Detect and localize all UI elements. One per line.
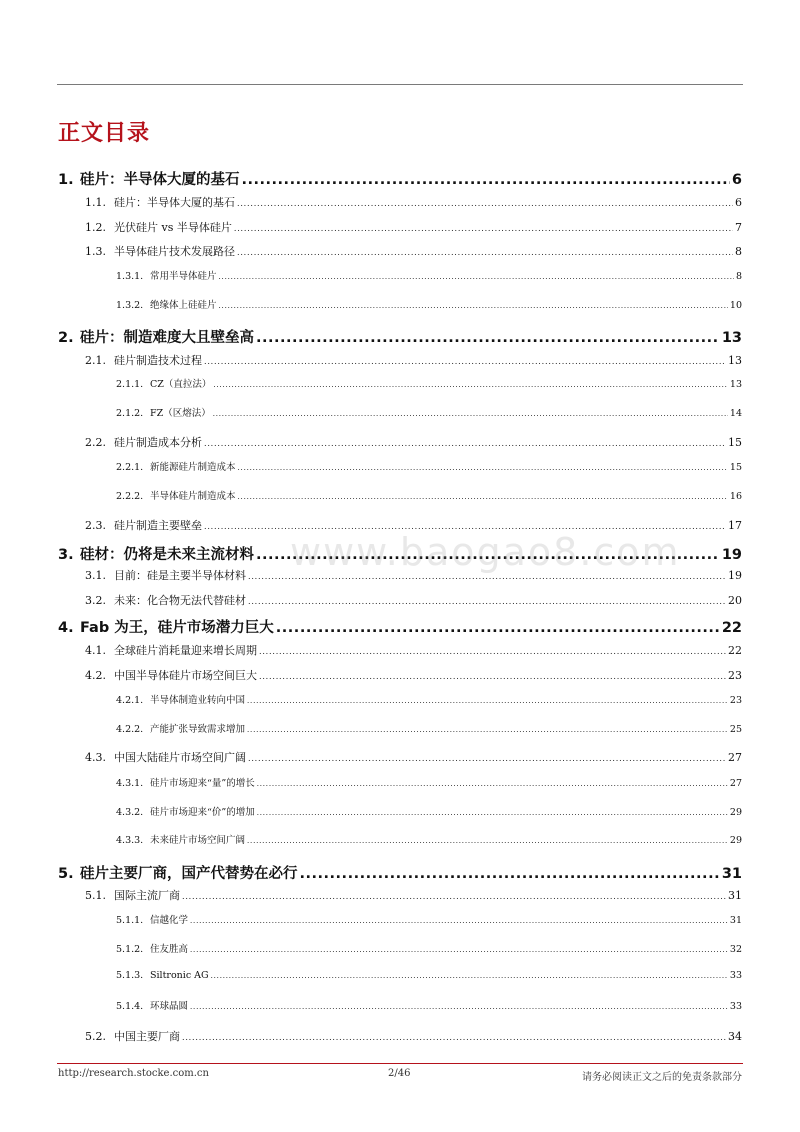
toc-entry-number: 5.1.1. — [116, 915, 144, 926]
toc-entry-page: 16 — [729, 491, 742, 502]
toc-entry-page: 13 — [729, 379, 742, 390]
toc-entry-page: 29 — [729, 835, 742, 846]
toc-entry-title: 全球硅片消耗量迎来增长周期 — [114, 644, 257, 657]
toc-entry-leader — [219, 273, 734, 281]
toc-entry-leader — [257, 809, 728, 817]
toc-entry-page: 32 — [729, 944, 742, 955]
toc-entry-level2[interactable] — [58, 194, 742, 210]
toc-entry-page: 27 — [729, 778, 742, 789]
toc-entry-page: 22 — [728, 644, 742, 657]
toc-entry-number: 5.1.4. — [116, 1001, 144, 1012]
toc-entry-page: 6 — [735, 196, 742, 209]
toc-entry-leader — [247, 837, 728, 845]
toc-entry-number: 3. — [58, 547, 74, 563]
toc-entry-leader — [204, 522, 726, 531]
toc-entry-page: 31 — [728, 889, 742, 902]
toc-entry-title: 目前：硅是主要半导体材料 — [114, 569, 246, 582]
toc-entry-level3[interactable] — [58, 998, 742, 1012]
toc-entry-page: 17 — [728, 519, 742, 532]
footer-url[interactable]: http://research.stocke.com.cn — [58, 1068, 209, 1079]
toc-entry-leader — [211, 972, 728, 980]
toc-entry-leader — [190, 917, 728, 925]
toc-entry-level3[interactable] — [58, 804, 742, 818]
toc-entry-page: 33 — [729, 970, 742, 981]
toc-entry-title: 产能扩张导致需求增加 — [150, 724, 246, 735]
toc-entry-title: 未来硅片市场空间广阔 — [150, 835, 246, 846]
toc-entry-leader — [248, 597, 726, 606]
toc-entry-leader — [190, 946, 728, 954]
toc-entry-page: 19 — [721, 547, 742, 563]
toc-entry-number: 1.1. — [85, 196, 106, 209]
toc-entry-page: 23 — [729, 695, 742, 706]
toc-entry-level2[interactable] — [58, 219, 742, 235]
toc-entry-page: 23 — [728, 669, 742, 682]
toc-entry-page: 8 — [735, 271, 742, 282]
toc-entry-title: FZ（区熔法） — [150, 408, 211, 419]
toc-entry-leader — [248, 572, 726, 581]
toc-entry-level3[interactable] — [58, 405, 742, 419]
toc-entry-page: 34 — [728, 1030, 742, 1043]
toc-entry-page: 7 — [735, 221, 742, 234]
footer-page-number: 2/46 — [388, 1068, 411, 1079]
toc-entry-title: 硅片制造技术过程 — [114, 354, 202, 367]
toc-entry-level3[interactable] — [58, 832, 742, 846]
toc-entry-level3[interactable] — [58, 376, 742, 390]
toc-entry-title: 硅材：仍将是未来主流材料 — [80, 547, 254, 563]
toc-entry-number: 4.3. — [85, 751, 106, 764]
toc-entry-number: 1.2. — [85, 221, 106, 234]
toc-entry-leader — [242, 172, 730, 188]
toc-entry-title: 硅片：制造难度大且壁垒高 — [80, 330, 254, 346]
toc-entry-title: 硅片：半导体大厦的基石 — [114, 196, 235, 209]
toc-entry-number: 5.1.2. — [116, 944, 144, 955]
toc-entry-title: 未来：化合物无法代替硅材 — [114, 594, 246, 607]
toc-entry-page: 27 — [728, 751, 742, 764]
toc-entry-number: 1.3.2. — [116, 300, 144, 311]
toc-entry-number: 4.3.1. — [116, 778, 144, 789]
toc-entry-level1[interactable] — [58, 862, 742, 883]
toc-entry-number: 2.1.2. — [116, 408, 144, 419]
toc-entry-level1[interactable] — [58, 326, 742, 347]
toc-entry-leader — [248, 754, 726, 763]
toc-entry-number: 2.2. — [85, 436, 106, 449]
toc-entry-level2[interactable] — [58, 592, 742, 608]
toc-entry-leader — [204, 357, 726, 366]
toc-entry-title: 国际主流厂商 — [114, 889, 180, 902]
toc-entry-level2[interactable] — [58, 434, 742, 450]
toc-entry-title: 信越化学 — [150, 915, 189, 926]
footer-rule — [57, 1063, 743, 1064]
toc-entry-leader — [237, 199, 733, 208]
toc-entry-number: 4.3.3. — [116, 835, 144, 846]
toc-entry-title: 硅片：半导体大厦的基石 — [80, 172, 240, 188]
toc-entry-title: 硅片制造主要壁垒 — [114, 519, 202, 532]
toc-entry-leader — [182, 1033, 726, 1042]
toc-title: 正文目录 — [58, 121, 151, 146]
toc-entry-title: 中国半导体硅片市场空间巨大 — [114, 669, 257, 682]
toc-entry-leader — [204, 439, 726, 448]
toc-entry-leader — [247, 726, 728, 734]
toc-entry-number: 5.2. — [85, 1030, 106, 1043]
toc-entry-title: 半导体硅片技术发展路径 — [114, 245, 235, 258]
toc-entry-leader — [182, 892, 726, 901]
toc-entry-level2[interactable] — [58, 642, 742, 658]
toc-entry-leader — [256, 330, 720, 346]
watermark: www.baogao8.com — [290, 530, 681, 574]
toc-entry-level1[interactable] — [58, 543, 742, 564]
toc-entry-title: Siltronic AG — [150, 970, 209, 981]
toc-entry-level3[interactable] — [58, 459, 742, 473]
toc-entry-level3[interactable] — [58, 912, 742, 926]
toc-entry-title: 半导体制造业转向中国 — [150, 695, 246, 706]
toc-entry-level1[interactable] — [58, 168, 742, 189]
toc-entry-number: 4.2.1. — [116, 695, 144, 706]
toc-entry-level2[interactable] — [58, 749, 742, 765]
toc-entry-level3[interactable] — [58, 297, 742, 311]
toc-entry-number: 3.1. — [85, 569, 106, 582]
toc-entry-leader — [300, 866, 720, 882]
toc-entry-level3[interactable] — [58, 721, 742, 735]
toc-entry-number: 2.3. — [85, 519, 106, 532]
toc-entry-title: 半导体硅片制造成本 — [150, 491, 236, 502]
toc-entry-title: 硅片主要厂商，国产代替势在必行 — [80, 866, 298, 882]
toc-entry-level3[interactable] — [58, 941, 742, 955]
toc-entry-number: 1.3.1. — [116, 271, 144, 282]
toc-entry-number: 1. — [58, 172, 74, 188]
toc-entry-page: 6 — [731, 172, 742, 188]
toc-entry-number: 5. — [58, 866, 74, 882]
header-rule — [57, 84, 743, 85]
toc-entry-number: 4. — [58, 620, 74, 636]
toc-entry-page: 31 — [721, 866, 742, 882]
toc-entry-page: 10 — [729, 300, 742, 311]
toc-entry-level3[interactable] — [58, 268, 742, 282]
toc-entry-level2[interactable] — [58, 567, 742, 583]
toc-entry-level2[interactable] — [58, 243, 742, 259]
toc-entry-title: CZ（直拉法） — [150, 379, 212, 390]
toc-entry-leader — [238, 493, 728, 501]
toc-entry-level3[interactable] — [58, 692, 742, 706]
toc-entry-level3[interactable] — [58, 970, 742, 981]
toc-entry-number: 2.1. — [85, 354, 106, 367]
toc-entry-title: 环球晶圆 — [150, 1001, 189, 1012]
toc-entry-number: 4.1. — [85, 644, 106, 657]
footer-disclaimer: 请务必阅读正文之后的免责条款部分 — [582, 1072, 742, 1083]
toc-entry-leader — [259, 647, 726, 656]
toc-entry-title: 常用半导体硅片 — [150, 271, 217, 282]
toc-entry-leader — [213, 381, 728, 389]
toc-entry-page: 25 — [729, 724, 742, 735]
toc-entry-title: 新能源硅片制造成本 — [150, 462, 236, 473]
toc-entry-level2[interactable] — [58, 1028, 742, 1044]
toc-entry-level3[interactable] — [58, 775, 742, 789]
toc-entry-title: 硅片市场迎来“量”的增长 — [150, 778, 255, 789]
toc-entry-title: 住友胜高 — [150, 944, 189, 955]
toc-entry-number: 4.3.2. — [116, 807, 144, 818]
toc-entry-level3[interactable] — [58, 488, 742, 502]
toc-entry-leader — [259, 672, 726, 681]
toc-entry-leader — [237, 248, 733, 257]
toc-entry-title: 中国主要厂商 — [114, 1030, 180, 1043]
toc-entry-title: 光伏硅片 vs 半导体硅片 — [114, 221, 232, 234]
toc-entry-page: 22 — [721, 620, 742, 636]
toc-entry-number: 4.2. — [85, 669, 106, 682]
toc-entry-page: 19 — [728, 569, 742, 582]
toc-entry-page: 31 — [729, 915, 742, 926]
toc-entry-title: 硅片市场迎来“价”的增加 — [150, 807, 255, 818]
toc-entry-leader — [238, 464, 728, 472]
toc-entry-page: 33 — [729, 1001, 742, 1012]
toc-entry-leader — [257, 780, 728, 788]
toc-entry-page: 8 — [735, 245, 742, 258]
toc-entry-page: 13 — [721, 330, 742, 346]
toc-entry-number: 1.3. — [85, 245, 106, 258]
toc-entry-title: 绝缘体上硅硅片 — [150, 300, 217, 311]
toc-entry-page: 14 — [729, 408, 742, 419]
toc-entry-level2[interactable] — [58, 667, 742, 683]
toc-entry-level2[interactable] — [58, 352, 742, 368]
toc-entry-leader — [190, 1003, 728, 1011]
toc-entry-title: 中国大陆硅片市场空间广阔 — [114, 751, 246, 764]
toc-entry-leader — [219, 302, 728, 310]
toc-entry-leader — [213, 410, 728, 418]
toc-entry-number: 2.1.1. — [116, 379, 144, 390]
toc-entry-page: 20 — [728, 594, 742, 607]
toc-entry-level2[interactable] — [58, 517, 742, 533]
toc-entry-page: 13 — [728, 354, 742, 367]
toc-entry-leader — [247, 697, 728, 705]
toc-entry-title: Fab 为王，硅片市场潜力巨大 — [80, 620, 274, 636]
toc-entry-number: 2. — [58, 330, 74, 346]
toc-entry-level2[interactable] — [58, 887, 742, 903]
toc-entry-page: 15 — [728, 436, 742, 449]
toc-entry-page: 15 — [729, 462, 742, 473]
toc-entry-number: 3.2. — [85, 594, 106, 607]
toc-entry-leader — [276, 620, 720, 636]
toc-entry-number: 5.1. — [85, 889, 106, 902]
toc-entry-number: 5.1.3. — [116, 970, 144, 981]
toc-entry-number: 2.2.1. — [116, 462, 144, 473]
toc-entry-number: 4.2.2. — [116, 724, 144, 735]
toc-entry-title: 硅片制造成本分析 — [114, 436, 202, 449]
toc-entry-leader — [234, 224, 733, 233]
toc-entry-number: 2.2.2. — [116, 491, 144, 502]
toc-entry-leader — [256, 547, 720, 563]
toc-entry-level1[interactable] — [58, 616, 742, 637]
toc-entry-page: 29 — [729, 807, 742, 818]
